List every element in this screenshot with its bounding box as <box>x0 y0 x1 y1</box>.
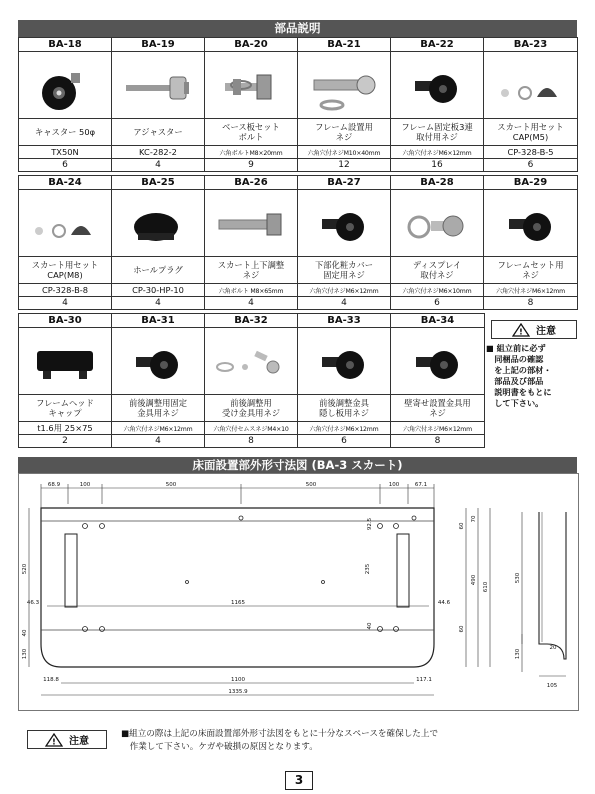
part-qty <box>298 297 391 310</box>
part-code-text: BA-31 <box>141 315 175 326</box>
part-name <box>484 119 578 146</box>
dim-44-6: 44.6 <box>437 600 451 606</box>
dim-235: 235 <box>365 563 371 575</box>
part-qty-text: 2 <box>62 436 68 446</box>
part-code-text: BA-24 <box>48 177 82 188</box>
dim-top-1: 100 <box>79 482 91 488</box>
part-model <box>298 422 391 435</box>
part-code-text: BA-25 <box>141 177 175 188</box>
dim-20: 20 <box>549 645 557 651</box>
part-photo <box>484 52 578 119</box>
part-code-text: BA-29 <box>513 177 548 188</box>
long-hex-bolt-icon <box>211 193 291 253</box>
part-code-text: BA-26 <box>234 177 268 188</box>
hole-plug-icon <box>118 193 198 253</box>
part-photo <box>19 328 112 395</box>
part-name <box>205 119 298 146</box>
parts-table-row-2 <box>18 175 578 310</box>
part-name-text: キャスター 50φ <box>34 127 96 137</box>
part-photo <box>112 190 205 257</box>
part-qty-text: 4 <box>341 298 347 308</box>
part-photo <box>112 328 205 395</box>
part-code <box>298 314 391 328</box>
dim-top-3: 500 <box>305 482 317 488</box>
part-qty <box>484 297 578 310</box>
long-socket-screw-icon <box>304 55 384 115</box>
part-qty <box>112 159 205 172</box>
part-code <box>298 176 391 190</box>
part-name-text: フレーム固定板3連 取付用ネジ <box>401 122 473 142</box>
dim-117-1: 117.1 <box>416 677 432 683</box>
sems-screw-set-icon <box>211 331 291 391</box>
parts-table-row-1 <box>18 37 578 172</box>
part-qty-text: 9 <box>248 160 254 170</box>
part-name-text: フレームヘッド キャップ <box>36 398 94 418</box>
part-name <box>205 395 298 422</box>
part-model <box>112 146 205 159</box>
part-name <box>391 395 485 422</box>
dim-top-4: 100 <box>388 482 400 488</box>
dim-490: 490 <box>471 574 477 586</box>
dim-top-0: 68.9 <box>47 482 61 488</box>
part-name-text: ホールプラグ <box>133 265 183 275</box>
dim-92-5: 92.5 <box>367 517 373 531</box>
part-model-text: 六角穴付ネジM6×10mm <box>402 287 472 295</box>
part-code <box>391 314 485 328</box>
part-qty <box>19 159 112 172</box>
part-qty <box>205 159 298 172</box>
part-photo <box>19 190 112 257</box>
part-model <box>298 284 391 297</box>
drawing-section-header: 床面設置部外形寸法図 (BA-3 スカート) <box>18 457 577 474</box>
part-name <box>391 119 484 146</box>
dim-60-top: 60 <box>459 522 465 530</box>
part-name <box>391 257 484 284</box>
part-name-text: ベース板セット ボルト <box>222 122 280 142</box>
part-name-text: 前後調整金具 隠し板用ネジ <box>319 398 369 418</box>
part-qty <box>112 297 205 310</box>
part-qty <box>298 159 391 172</box>
part-code-text: BA-20 <box>234 39 268 50</box>
part-name-text: スカート用セット CAP(M5) <box>497 122 564 142</box>
part-code-text: BA-30 <box>48 315 82 326</box>
part-code <box>19 314 112 328</box>
part-qty-text: 6 <box>434 298 440 308</box>
part-model-text: 六角穴付ネジM10×40mm <box>307 149 381 157</box>
right-slot <box>397 534 409 607</box>
dim-610: 610 <box>483 581 489 593</box>
dim-118-8: 118.8 <box>43 677 59 683</box>
part-model-text: CP-30-HP-10 <box>132 285 184 295</box>
part-model-text: 六角ボルト M8×65mm <box>218 287 284 295</box>
svg-text:!: ! <box>519 327 523 336</box>
part-qty <box>298 435 391 448</box>
part-qty-text: 6 <box>62 160 68 170</box>
part-qty-text: 4 <box>155 160 161 170</box>
part-code <box>391 38 484 52</box>
part-name-text: 前後調整用固定 金具用ネジ <box>128 398 188 418</box>
part-name-text: アジャスター <box>133 127 183 137</box>
part-model-text: CP-328-B-5 <box>507 147 554 157</box>
part-code-text: BA-32 <box>234 315 268 326</box>
part-model <box>391 284 484 297</box>
hex-bolt-set-icon <box>211 55 291 115</box>
part-name <box>112 395 205 422</box>
part-qty <box>391 435 485 448</box>
part-code <box>112 314 205 328</box>
part-qty <box>205 297 298 310</box>
part-code-text: BA-33 <box>327 315 361 326</box>
part-qty-text: 12 <box>338 160 350 170</box>
part-code <box>112 176 205 190</box>
adjuster-icon <box>118 55 198 115</box>
socket-screw-icon <box>118 331 198 391</box>
part-name <box>112 119 205 146</box>
part-photo <box>484 190 578 257</box>
part-name <box>112 257 205 284</box>
part-name-text: 前後調整用 受け金具用ネジ <box>221 398 281 418</box>
caution-side-text: ■ 組立前に必ず 同梱品の確認 を上記の部材・ 部品及び部品 説明書をもとに して下さい。 <box>486 343 552 408</box>
socket-screw-icon <box>304 193 384 253</box>
part-model-text: t1.6用 25×75 <box>37 423 93 433</box>
part-photo <box>391 190 484 257</box>
part-qty-text: 6 <box>341 436 347 446</box>
part-code <box>205 38 298 52</box>
part-code-text: BA-28 <box>420 177 454 188</box>
part-photo <box>19 52 112 119</box>
part-model-text: 六角ボルトM8×20mm <box>219 149 283 157</box>
part-model-text: 六角穴付ネジM6×12mm <box>309 425 379 433</box>
part-qty-text: 4 <box>155 436 161 446</box>
part-photo <box>205 190 298 257</box>
part-name <box>19 119 112 146</box>
part-name-text: フレーム設置用 ネジ <box>315 122 373 142</box>
part-qty-text: 16 <box>431 160 443 170</box>
part-name <box>19 395 112 422</box>
part-photo <box>112 52 205 119</box>
part-model-text: 六角穴付ネジM6×12mm <box>402 149 472 157</box>
part-qty-text: 8 <box>527 298 534 308</box>
part-name <box>298 257 391 284</box>
socket-screw-icon <box>491 193 571 253</box>
part-code-text: BA-21 <box>327 39 361 50</box>
part-qty-text: 4 <box>248 298 254 308</box>
part-code <box>19 38 112 52</box>
part-model <box>391 146 484 159</box>
part-code <box>391 176 484 190</box>
part-model <box>112 422 205 435</box>
cap-set-icon <box>25 193 105 253</box>
socket-screw-icon <box>397 55 477 115</box>
part-photo <box>298 328 391 395</box>
dim-530: 530 <box>515 572 521 584</box>
part-photo <box>391 52 484 119</box>
caution-label <box>491 320 577 339</box>
part-qty <box>391 159 484 172</box>
part-code-text: BA-27 <box>327 177 361 188</box>
drawing-frame <box>18 473 579 711</box>
part-model <box>205 284 298 297</box>
warning-triangle-icon <box>512 323 530 337</box>
socket-screw-icon <box>398 331 478 391</box>
part-code <box>205 176 298 190</box>
part-code-text: BA-34 <box>420 315 455 326</box>
cap-set-icon <box>491 55 571 115</box>
part-name-text: フレームセット用 ネジ <box>497 260 564 280</box>
part-model <box>19 284 112 297</box>
part-name-text: スカート用セット CAP(M8) <box>31 260 99 280</box>
dim-130-side: 130 <box>515 648 521 660</box>
caution-label-text: 注意 <box>536 326 556 337</box>
part-code-text: BA-19 <box>141 39 175 50</box>
dim-top-2: 500 <box>165 482 177 488</box>
part-photo <box>205 328 298 395</box>
part-code <box>298 38 391 52</box>
page-number: 3 <box>285 771 313 790</box>
part-model-text: TX50N <box>51 147 79 157</box>
part-code <box>484 38 578 52</box>
part-code-text: BA-23 <box>513 39 548 50</box>
part-name <box>19 257 112 284</box>
frame-head-cap-icon <box>25 331 105 391</box>
caution-label-bottom-text: 注意 <box>69 736 89 747</box>
part-qty <box>484 159 578 172</box>
part-model-text: 六角穴付ネジM6×12mm <box>123 425 193 433</box>
part-code <box>205 314 298 328</box>
part-model-text: 六角穴付ネジM6×12mm <box>309 287 379 295</box>
part-code <box>19 176 112 190</box>
part-qty-text: 4 <box>62 298 68 308</box>
part-code-text: BA-18 <box>48 39 82 50</box>
plate-outline <box>41 508 434 667</box>
caution-label-bottom <box>27 730 107 749</box>
dim-70: 70 <box>471 515 477 523</box>
part-name <box>484 257 578 284</box>
part-qty-text: 6 <box>527 160 534 170</box>
part-photo <box>298 190 391 257</box>
part-qty <box>19 297 112 310</box>
part-qty-text: 4 <box>155 298 161 308</box>
part-photo <box>298 52 391 119</box>
part-qty <box>205 435 298 448</box>
caster-icon <box>25 55 105 115</box>
dim-40-inner: 40 <box>367 622 373 630</box>
part-model-text: CP-328-B-8 <box>41 285 89 295</box>
dimension-drawing <box>19 474 576 708</box>
part-name-text: 壁寄せ設置金具用 ネジ <box>404 398 471 418</box>
part-name <box>298 119 391 146</box>
dim-130-left: 130 <box>22 648 28 660</box>
parts-table-row-3 <box>18 313 485 448</box>
part-photo <box>205 52 298 119</box>
dim-40-left: 40 <box>22 629 28 637</box>
socket-screw-icon <box>304 331 384 391</box>
part-model-text: KC-282-2 <box>139 147 177 157</box>
dim-1335-9: 1335.9 <box>228 689 248 695</box>
part-name-text: 下部化粧カバー 固定用ネジ <box>314 260 374 280</box>
part-photo <box>391 328 485 395</box>
part-code <box>112 38 205 52</box>
warning-triangle-icon <box>45 733 63 747</box>
part-code <box>484 176 578 190</box>
caution-bottom-text: ■組立の際は上記の床面設置部外形寸法図をもとに十分なスペースを確保した上で 作業して下さい。ケガや破損の原因となります。 <box>121 729 439 752</box>
part-qty <box>112 435 205 448</box>
svg-text:!: ! <box>52 737 56 746</box>
dim-105: 105 <box>546 683 558 689</box>
part-model <box>205 146 298 159</box>
part-model-text: 六角穴付セムスネジM4×10 <box>213 425 289 433</box>
part-qty-text: 8 <box>248 436 254 446</box>
part-model <box>391 422 485 435</box>
dim-46-3: 46.3 <box>26 600 40 606</box>
part-model-text: 六角穴付ネジM6×12mm <box>496 287 565 295</box>
dim-1165: 1165 <box>231 600 245 606</box>
part-model <box>205 422 298 435</box>
part-qty <box>391 297 484 310</box>
part-model <box>484 146 578 159</box>
part-model <box>298 146 391 159</box>
part-model <box>19 146 112 159</box>
screw-washer-icon <box>397 193 477 253</box>
part-model-text: 六角穴付ネジM6×12mm <box>403 425 472 433</box>
part-name <box>205 257 298 284</box>
dim-top-5: 67.1 <box>414 482 428 488</box>
part-qty <box>19 435 112 448</box>
dim-60-bottom: 60 <box>459 625 465 633</box>
parts-section-header: 部品説明 <box>18 20 577 37</box>
part-name-text: ディスプレイ 取付ネジ <box>412 260 462 280</box>
part-name-text: スカート上下調整 ネジ <box>217 260 285 280</box>
part-qty-text: 8 <box>434 436 441 446</box>
part-model <box>19 422 112 435</box>
dim-1100: 1100 <box>231 677 245 683</box>
dim-520: 520 <box>22 563 28 575</box>
part-code-text: BA-22 <box>420 39 454 50</box>
side-view-outline <box>539 512 566 659</box>
part-name <box>298 395 391 422</box>
part-model <box>484 284 578 297</box>
part-model <box>112 284 205 297</box>
left-slot <box>65 534 77 607</box>
